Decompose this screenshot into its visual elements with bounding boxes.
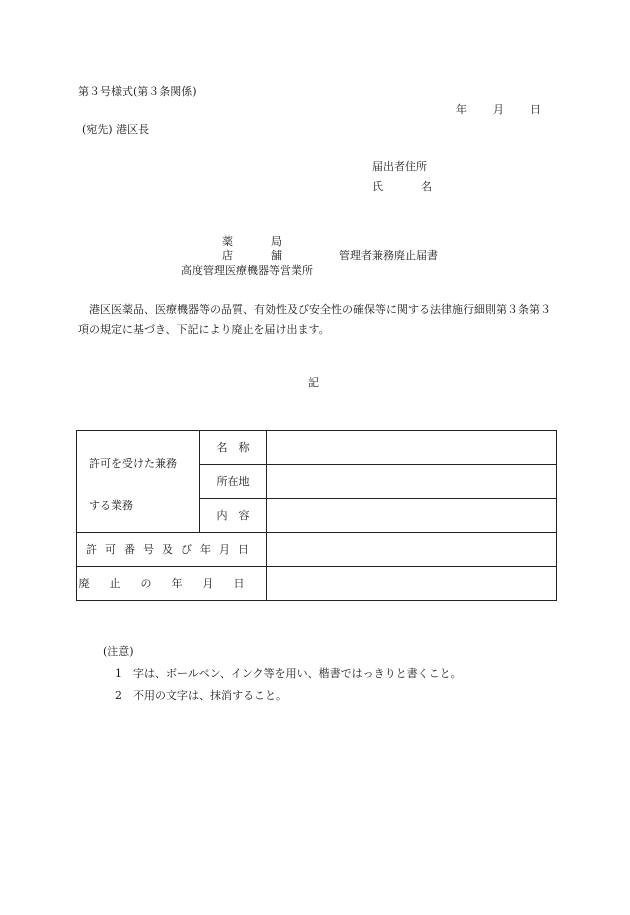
abolition-label-cell: 廃止の年月日 bbox=[77, 567, 267, 601]
group-label-cell bbox=[77, 431, 200, 533]
applicant-address-label: 届出者住所 bbox=[372, 160, 427, 173]
ki-heading: 記 bbox=[308, 376, 319, 389]
date-year: 年 bbox=[456, 103, 467, 116]
title-option-store bbox=[222, 250, 282, 261]
date-line bbox=[456, 104, 541, 115]
date-month: 月 bbox=[493, 103, 504, 116]
title-option-pharmacy-char1: 薬 bbox=[222, 235, 233, 248]
title-option-device-office: 高度管理医療機器等営業所 bbox=[181, 264, 313, 277]
date-day: 日 bbox=[530, 103, 541, 116]
permit-label-cell: 許可番号及び年月日 bbox=[77, 533, 267, 567]
location-value-cell[interactable] bbox=[267, 465, 557, 499]
name-label-cell: 名 称 bbox=[200, 431, 267, 465]
table-row bbox=[77, 533, 557, 567]
body-text-content: 港区医薬品、医療機器等の品質、有効性及び安全性の確保等に関する法律施行細則第３条第３項の規定に基づき、下記により廃止を届け出ます。 bbox=[78, 303, 551, 336]
title-option-pharmacy bbox=[222, 236, 282, 247]
body-text bbox=[78, 300, 556, 340]
content-value-cell[interactable] bbox=[267, 499, 557, 533]
title-option-store-char2: 舗 bbox=[271, 249, 282, 262]
form-table bbox=[76, 430, 557, 601]
name-value-cell[interactable] bbox=[267, 431, 557, 465]
name-label-1: 氏 bbox=[372, 180, 383, 193]
notes-heading: (注意) bbox=[103, 645, 134, 658]
title-option-store-char1: 店 bbox=[222, 249, 233, 262]
form-number: 第３号様式(第３条関係) bbox=[78, 85, 197, 98]
table-row bbox=[77, 567, 557, 601]
abolition-value-cell[interactable] bbox=[267, 567, 557, 601]
note-item: 2 不用の文字は、抹消すること。 bbox=[115, 689, 287, 702]
name-label-2: 名 bbox=[421, 180, 432, 193]
location-label-cell: 所在地 bbox=[200, 465, 267, 499]
group-label-line1: 許可を受けた兼務 bbox=[89, 456, 177, 470]
note-item: 1 字は、ボールペン、インク等を用い、楷書ではっきりと書くこと。 bbox=[115, 667, 462, 680]
title-option-pharmacy-char2: 局 bbox=[271, 235, 282, 248]
applicant-name-label bbox=[372, 181, 432, 192]
group-label-line2: する業務 bbox=[89, 498, 133, 512]
addressee: (宛先) 港区長 bbox=[82, 123, 150, 136]
table-row bbox=[77, 431, 557, 465]
document-title: 管理者兼務廃止届書 bbox=[339, 249, 438, 262]
permit-value-cell[interactable] bbox=[267, 533, 557, 567]
notes bbox=[103, 641, 462, 707]
content-label-cell: 内 容 bbox=[200, 499, 267, 533]
